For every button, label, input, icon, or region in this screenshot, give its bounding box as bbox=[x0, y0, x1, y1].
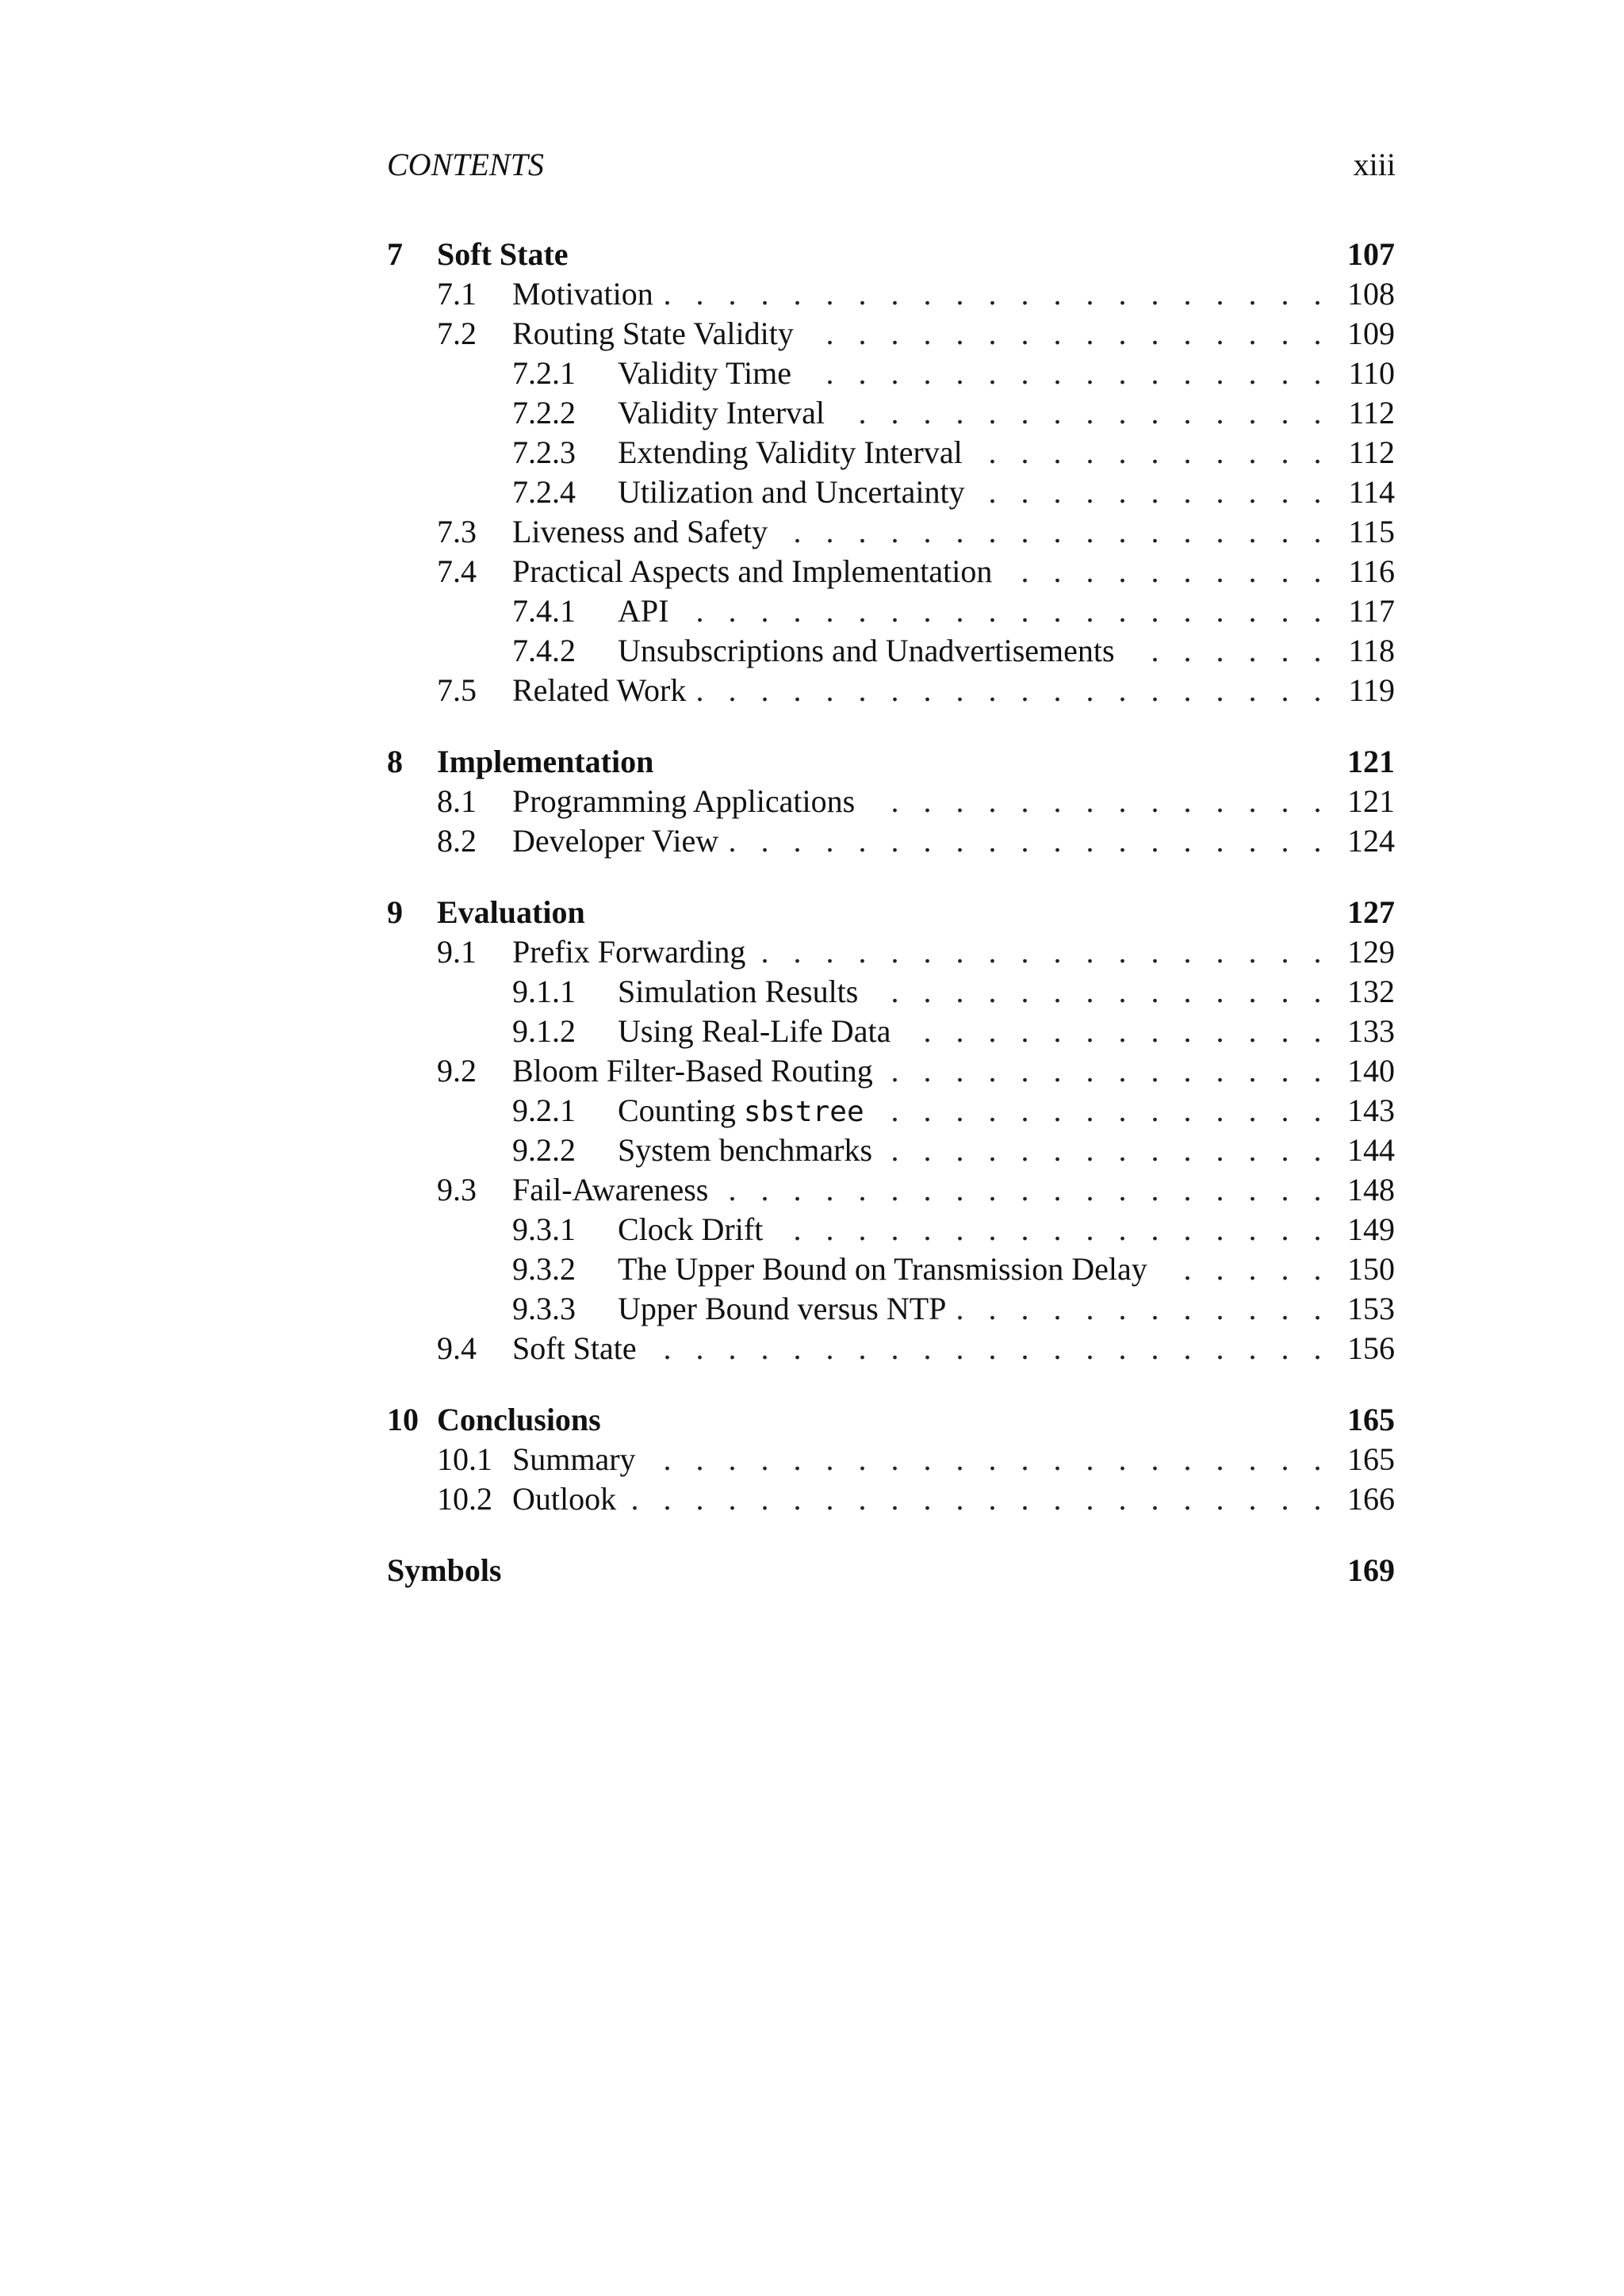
toc-title bbox=[512, 782, 866, 821]
toc-page-number: 166 bbox=[1344, 1479, 1395, 1519]
toc-number: 9.3.1 bbox=[512, 1211, 576, 1247]
toc-section[interactable] bbox=[0, 1479, 1624, 1519]
toc-title bbox=[512, 1479, 627, 1519]
toc-page-number: 143 bbox=[1344, 1091, 1395, 1131]
toc-subsection[interactable] bbox=[0, 1012, 1624, 1051]
toc-number: 9.3.2 bbox=[512, 1251, 576, 1287]
toc-section[interactable] bbox=[0, 1440, 1624, 1479]
toc-page-number: 153 bbox=[1344, 1289, 1395, 1329]
toc-section[interactable] bbox=[0, 932, 1624, 972]
leader-dots bbox=[512, 1479, 1395, 1519]
toc-title-text: Simulation Results bbox=[618, 974, 859, 1009]
toc-title bbox=[618, 433, 974, 473]
toc-title bbox=[618, 473, 976, 512]
toc-section[interactable] bbox=[0, 512, 1624, 552]
toc-title-text: Related Work bbox=[512, 672, 687, 708]
toc-number: 7.5 bbox=[437, 672, 477, 708]
toc-title bbox=[618, 1012, 902, 1051]
toc-title bbox=[512, 1440, 647, 1479]
toc-title bbox=[512, 1170, 719, 1210]
toc-number: 7.4.1 bbox=[512, 593, 576, 629]
toc-page-number: 150 bbox=[1344, 1249, 1395, 1289]
toc-title-text: Summary bbox=[512, 1441, 636, 1477]
toc-title-text: Motivation bbox=[512, 276, 653, 312]
toc-title bbox=[618, 1131, 883, 1170]
toc-title-text: Prefix Forwarding bbox=[512, 934, 746, 970]
toc-title bbox=[618, 631, 1126, 671]
toc-page-number: 121 bbox=[1344, 742, 1395, 782]
toc-number: 7.2 bbox=[437, 316, 477, 351]
toc-number: 7.4.2 bbox=[512, 633, 576, 668]
leader-dots bbox=[618, 591, 1395, 631]
toc-title-text: Evaluation bbox=[437, 894, 585, 930]
toc-page-number: 127 bbox=[1344, 893, 1395, 932]
toc-title-code: sbstree bbox=[743, 1096, 864, 1128]
toc-title-text: Routing State Validity bbox=[512, 316, 794, 351]
toc-number: 9.3.3 bbox=[512, 1291, 576, 1326]
toc-title bbox=[618, 1210, 774, 1249]
toc-number: 8.2 bbox=[437, 823, 477, 859]
toc-page-number: 119 bbox=[1345, 671, 1395, 710]
toc-title bbox=[618, 1289, 957, 1329]
toc-title bbox=[437, 893, 596, 932]
toc-chapter[interactable] bbox=[0, 1551, 1624, 1590]
toc-page-number: 148 bbox=[1344, 1170, 1395, 1210]
toc-title-text: Liveness and Safety bbox=[512, 514, 768, 549]
toc-page-number: 112 bbox=[1345, 433, 1395, 473]
toc-title-text: Clock Drift bbox=[618, 1211, 764, 1247]
toc-title bbox=[512, 274, 665, 314]
toc-page-number: 109 bbox=[1344, 314, 1395, 354]
toc-page-number: 112 bbox=[1345, 393, 1395, 433]
toc-title-text: Validity Time bbox=[618, 355, 791, 391]
toc-subsection[interactable] bbox=[0, 433, 1624, 473]
toc-title-text: Soft State bbox=[437, 236, 569, 272]
toc-page-number: 149 bbox=[1344, 1210, 1395, 1249]
toc-number: 10.1 bbox=[437, 1441, 492, 1477]
toc-title bbox=[618, 393, 836, 433]
toc-page-number: 118 bbox=[1345, 631, 1395, 671]
toc-number: 9.1.1 bbox=[512, 974, 576, 1009]
toc-number: 9.1.2 bbox=[512, 1013, 576, 1049]
toc-title-text: Practical Aspects and Implementation bbox=[512, 553, 993, 589]
toc-section[interactable] bbox=[0, 671, 1624, 710]
toc-subsection[interactable] bbox=[0, 1210, 1624, 1249]
toc-number: 9.2.2 bbox=[512, 1132, 576, 1168]
toc-page-number: 132 bbox=[1344, 972, 1395, 1012]
toc-number: 7.4 bbox=[437, 553, 477, 589]
toc-page-number: 117 bbox=[1345, 591, 1395, 631]
toc-number: 7.3 bbox=[437, 514, 477, 549]
toc-page-number: 144 bbox=[1344, 1131, 1395, 1170]
toc-number: 9.2.1 bbox=[512, 1093, 576, 1128]
toc-title bbox=[618, 591, 680, 631]
toc-title-text: Conclusions bbox=[437, 1402, 601, 1437]
toc-title-text: Developer View bbox=[512, 823, 719, 859]
toc-title bbox=[512, 552, 1003, 591]
toc-title bbox=[437, 742, 665, 782]
toc-page-number: 115 bbox=[1345, 512, 1395, 552]
toc-subsection[interactable] bbox=[0, 473, 1624, 512]
toc-page-number: 114 bbox=[1345, 473, 1395, 512]
toc-number: 7.2.2 bbox=[512, 395, 576, 430]
toc-title bbox=[512, 1329, 648, 1368]
running-title: CONTENTS bbox=[387, 147, 544, 182]
toc-subsection[interactable] bbox=[0, 631, 1624, 671]
toc-page-number: 165 bbox=[1344, 1400, 1395, 1440]
toc-number: 9 bbox=[387, 894, 403, 930]
toc-title-text: Unsubscriptions and Unadvertisements bbox=[618, 633, 1115, 668]
toc-subsection[interactable] bbox=[0, 1249, 1624, 1289]
page-number: xiii bbox=[1353, 147, 1396, 182]
toc-page-number: 108 bbox=[1344, 274, 1395, 314]
toc-subsection[interactable] bbox=[0, 1131, 1624, 1170]
toc-title bbox=[512, 314, 805, 354]
toc-title-text: API bbox=[618, 593, 669, 629]
toc-number: 10.2 bbox=[437, 1481, 492, 1517]
toc-page-number: 110 bbox=[1345, 354, 1395, 393]
toc-page-number: 156 bbox=[1344, 1329, 1395, 1368]
toc-page-number: 140 bbox=[1344, 1051, 1395, 1091]
toc-page-number: 107 bbox=[1344, 235, 1395, 274]
toc-page-number: 169 bbox=[1344, 1551, 1395, 1590]
toc-title-text: Fail-Awareness bbox=[512, 1172, 709, 1207]
toc-title bbox=[618, 972, 869, 1012]
toc-chapter[interactable] bbox=[0, 1400, 1624, 1440]
toc-title-text: Upper Bound versus NTP bbox=[618, 1291, 947, 1326]
toc-page-number: 124 bbox=[1344, 821, 1395, 861]
toc-title-text: Counting bbox=[618, 1093, 736, 1128]
toc-number: 8 bbox=[387, 744, 403, 779]
toc-title bbox=[387, 1551, 513, 1590]
toc-title-text: Using Real-Life Data bbox=[618, 1013, 891, 1049]
toc-section[interactable] bbox=[0, 1170, 1624, 1210]
toc-number: 9.1 bbox=[437, 934, 477, 970]
toc-title bbox=[437, 235, 580, 274]
toc-title bbox=[512, 671, 697, 710]
toc-title-text: System benchmarks bbox=[618, 1132, 873, 1168]
toc-title-text: Soft State bbox=[512, 1330, 637, 1366]
toc-subsection[interactable] bbox=[0, 393, 1624, 433]
toc-page-number: 165 bbox=[1344, 1440, 1395, 1479]
toc-number: 9.4 bbox=[437, 1330, 477, 1366]
toc-number: 7.1 bbox=[437, 276, 477, 312]
toc-number: 7.2.3 bbox=[512, 434, 576, 470]
toc-title-text: Programming Applications bbox=[512, 783, 856, 819]
toc-number: 7 bbox=[387, 236, 403, 272]
toc-title bbox=[512, 932, 756, 972]
toc-section[interactable] bbox=[0, 274, 1624, 314]
toc-title-text: Extending Validity Interval bbox=[618, 434, 963, 470]
toc-title bbox=[512, 821, 730, 861]
toc-number: 10 bbox=[387, 1402, 419, 1437]
toc-section[interactable] bbox=[0, 821, 1624, 861]
toc-title-text: Outlook bbox=[512, 1481, 617, 1517]
toc-subsection[interactable] bbox=[0, 1091, 1624, 1131]
toc-title-text: Symbols bbox=[387, 1552, 502, 1588]
toc-subsection[interactable] bbox=[0, 354, 1624, 393]
toc-title-text: Validity Interval bbox=[618, 395, 825, 430]
toc-title-text: The Upper Bound on Transmission Delay bbox=[618, 1251, 1147, 1287]
toc-title bbox=[618, 354, 802, 393]
toc-section[interactable] bbox=[0, 314, 1624, 354]
toc-number: 7.2.1 bbox=[512, 355, 576, 391]
toc-number: 8.1 bbox=[437, 783, 477, 819]
toc-page-number: 116 bbox=[1345, 552, 1395, 591]
toc-title-text: Bloom Filter-Based Routing bbox=[512, 1053, 873, 1089]
toc-subsection[interactable] bbox=[0, 591, 1624, 631]
toc-section[interactable] bbox=[0, 782, 1624, 821]
toc-title bbox=[437, 1400, 612, 1440]
toc-chapter[interactable] bbox=[0, 742, 1624, 782]
toc-chapter[interactable] bbox=[0, 893, 1624, 932]
toc-title bbox=[618, 1091, 875, 1132]
toc-page-number: 121 bbox=[1344, 782, 1395, 821]
toc-section[interactable] bbox=[0, 1051, 1624, 1091]
toc-number: 9.3 bbox=[437, 1172, 477, 1207]
toc-section[interactable] bbox=[0, 552, 1624, 591]
toc-chapter[interactable] bbox=[0, 235, 1624, 274]
toc-title-text: Utilization and Uncertainty bbox=[618, 474, 965, 510]
toc-page-number: 133 bbox=[1344, 1012, 1395, 1051]
toc-title bbox=[618, 1249, 1159, 1289]
toc-number: 7.2.4 bbox=[512, 474, 576, 510]
toc-title bbox=[512, 1051, 884, 1091]
toc-page-number: 129 bbox=[1344, 932, 1395, 972]
toc-title-text: Implementation bbox=[437, 744, 654, 779]
toc-section[interactable] bbox=[0, 1329, 1624, 1368]
toc-title bbox=[512, 512, 779, 552]
toc-subsection[interactable] bbox=[0, 972, 1624, 1012]
toc-number: 9.2 bbox=[437, 1053, 477, 1089]
toc-subsection[interactable] bbox=[0, 1289, 1624, 1329]
